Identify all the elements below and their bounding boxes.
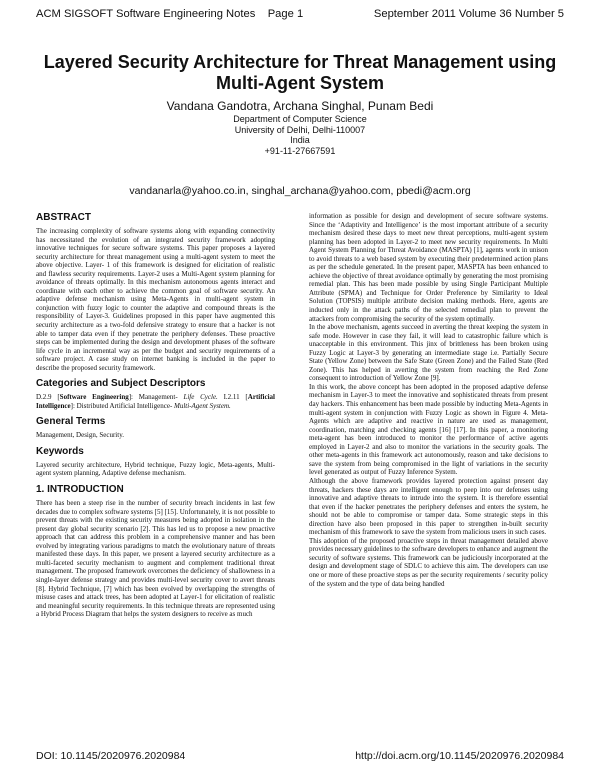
doi-url-footer[interactable]: http://doi.acm.org/10.1145/2020976.2020984 [355, 750, 564, 762]
category-code-2: I.2.11 [ [217, 393, 248, 402]
body-paragraph: This adoption of the proposed proactive steps in threat management detailed above provides necessary guidelines to the software developers to enhance and augment the security of software systems. This framework can be judiciously incorporated at the design and development stage of SDLC to achieve this aim. The developers can use one or more of these proactive steps as per the security requirements / security policy of the system and the type of data being handled [309, 536, 548, 588]
doi-footer: DOI: 10.1145/2020976.2020984 [36, 750, 186, 762]
general-terms-heading: General Terms [36, 416, 106, 428]
category-code-1: D.2.9 [ [36, 393, 60, 402]
category-se-desc: ]: Management- [128, 393, 184, 402]
affiliation-department: Department of Computer Science [233, 114, 367, 124]
categories-text [36, 393, 275, 410]
category-ai-topic: Multi-Agent System. [174, 401, 231, 410]
categories-heading: Categories and Subject Descriptors [36, 378, 206, 390]
category-se: Software Engineering [59, 393, 129, 402]
affiliation-university: University of Delhi, Delhi-110007 [234, 124, 366, 135]
category-ai: Artificial Intelligence [36, 393, 275, 410]
left-column [36, 212, 275, 746]
affiliation [100, 114, 500, 156]
body-paragraph: In this work, the above concept has been adopted in the proposed adaptive defense mechanism in Layer-3 to meet the innovative and sophisticated threats from present day hackers. This enhancement has been made possible by inducting Meta-Agents in multi-agent system in conjunction with Fuzzy Logic as shown in Figure 4. Meta- Agents which are adaptive and reactive in nature are used as management, coordination, matching and checking agents [16] [17]. In this paper, a monitoring meta-agent has been introduced to monitor the performance of active agents employed in Layer-2 and also to monitor the variations in the security goals. The other meta-agents in this framework act autonomously, reason and take decisions to save the system from being compromised in the light of variations in the security level generated as output of Fuzzy Inference System. [309, 382, 548, 477]
general-terms-text: Management, Design, Security. [36, 431, 124, 440]
author-emails: vandanarla@yahoo.co.in, singhal_archana@yahoo.com, pbedi@acm.org [129, 185, 471, 197]
affiliation-country: India [290, 135, 310, 146]
body-paragraph: Although the above framework provides layered protection against present day threats, hackers these days are intelligent enough to peep into our defenses using innovative and adaptive threats to intrude into the system. It is therefore essential that even if the hacker penetrates the periphery defenses and enters the system, he should not be able to compromise or tamper data. Some strategic steps in this direction have also been proposed in this paper to strengthen in-built security mechanism of this framework to save the system from malicious users in such cases. [309, 476, 548, 537]
author-list: Vandana Gandotra, Archana Singhal, Punam Bedi [166, 99, 434, 113]
paper-title: Layered Security Architecture for Threat Management using Multi-Agent System [43, 52, 557, 93]
abstract-text: The increasing complexity of software systems along with expanding connectivity has necessitated the evolution of an integrated security framework adopting innovative techniques for secure software systems. This paper proposes a layered security architecture for threat management using a multi-agent system to meet the above objective. Layer- 1 of this framework is designed for elicitation of realistic and flawless security requirements. Layer-2 uses a Multi-Agent system planning for avoidance of threats optimally. In this mechanism autonomous agents interact and coordinate with each other to achieve the common goal of software security. An adaptive defense mechanism using Meta-Agents in multi-agent system in conjunction with fuzzy logic to counter the adaptive and compound threats is the responsibility of Layer-3. Guidelines proposed in this paper have augmented this security architecture as a two-fold defensive strategy to ensure that a hacker is not able to tamper data even if they penetrate the periphery defenses. These proactive steps can be implemented during the design and development phases of the software life cycle in an incremental way as per the budget and security requirements of a software project. A case study on internet banking is included in the paper to describe the proposed security framework. [36, 227, 275, 372]
introduction-heading: 1. INTRODUCTION [36, 484, 124, 496]
category-ai-desc: ]: Distributed Artificial Intelligence- [70, 401, 175, 410]
keywords-heading: Keywords [36, 445, 84, 457]
body-paragraph: In the above mechanism, agents succeed in averting the threat keeping the system in safe mode. However in case they fail, it will lead to catastrophic failure which is unacceptable in this environment. This jinx of brittleness has been broken using Fuzzy Logic at Layer-3 by generating an intermediate stage i.e. Partially Secure State (Yellow Zone) between the Safe State (Green Zone) and the Failed State (Red Zone). This has helped in averting the system from reaching the Red Zone consequent to introduction of Yellow Zone [9]. [309, 323, 548, 383]
running-header-left: ACM SIGSOFT Software Engineering Notes Page 1 [36, 8, 304, 20]
right-column [309, 212, 548, 746]
introduction-text: There has been a steep rise in the number of security breach incidents in last few decades due to complex software systems [5] [15]. Unfortunately, it is not possible to prevent threats with the existing security measures being adopted in isolation in the present day global security scenario [2]. This has led us to propose a new proactive approach that can address this problem in a comprehensive manner and has been evolved by integrating various paradigms to match the evolutionary nature of threats manifested these days. In this paper, we present a layered security architecture as a multi-faceted security mechanism to augment and complement traditional threat management. The proposed framework overcomes the deficiency of shallowness in a single-layer defense strategy and provides multi-level security cover to avert threats [8]. Hybrid Technique, [7] which has been evolved by overlapping the strengths of misuse cases and attack trees, has been adopted at Layer-1 for elicitation of realistic and meaningful security requirements. In this technique threats are represented using a Hybrid Process Diagram that helps the system designers to receive as much [36, 499, 275, 619]
abstract-heading: ABSTRACT [36, 212, 91, 223]
body-paragraph: information as possible for design and development of secure software systems. Since the ‘Adaptivity and Intelligence’ is the most important attribute of a security mechanism desired these days to meet new threat perceptions, multi-agent system planning has been adopted in Layer-2 to meet new security requirements. In Multi Agent System Planning for Threat Avoidance (MASPTA) [1], agents work in unison to avoid threats to a web based system by executing their predetermined action plans as per the schedule generated. In the present paper, MASPTA has been enhanced to achieve the objective of threat avoidance optimally by generating the most promising remedial plan. This has been made possible by using Single Participant Multiple Attribute (SPMA) and Technique for Order Preference by Similarity to Ideal Solution (TOPSIS) multiple attribute decision making methods. Here, agents are inducted only in the attack paths of the selected remedial plan to prevent the attackers from compromising the security of the system optimally. [309, 212, 548, 323]
category-se-topic: Life Cycle. [183, 393, 218, 402]
running-header-right: September 2011 Volume 36 Number 5 [373, 8, 564, 20]
affiliation-phone: +91-11-27667591 [264, 145, 336, 156]
keywords-text: Layered security architecture, Hybrid technique, Fuzzy logic, Meta-agents, Multi-agent system planning, Adaptive defense mechanism. [36, 460, 275, 478]
